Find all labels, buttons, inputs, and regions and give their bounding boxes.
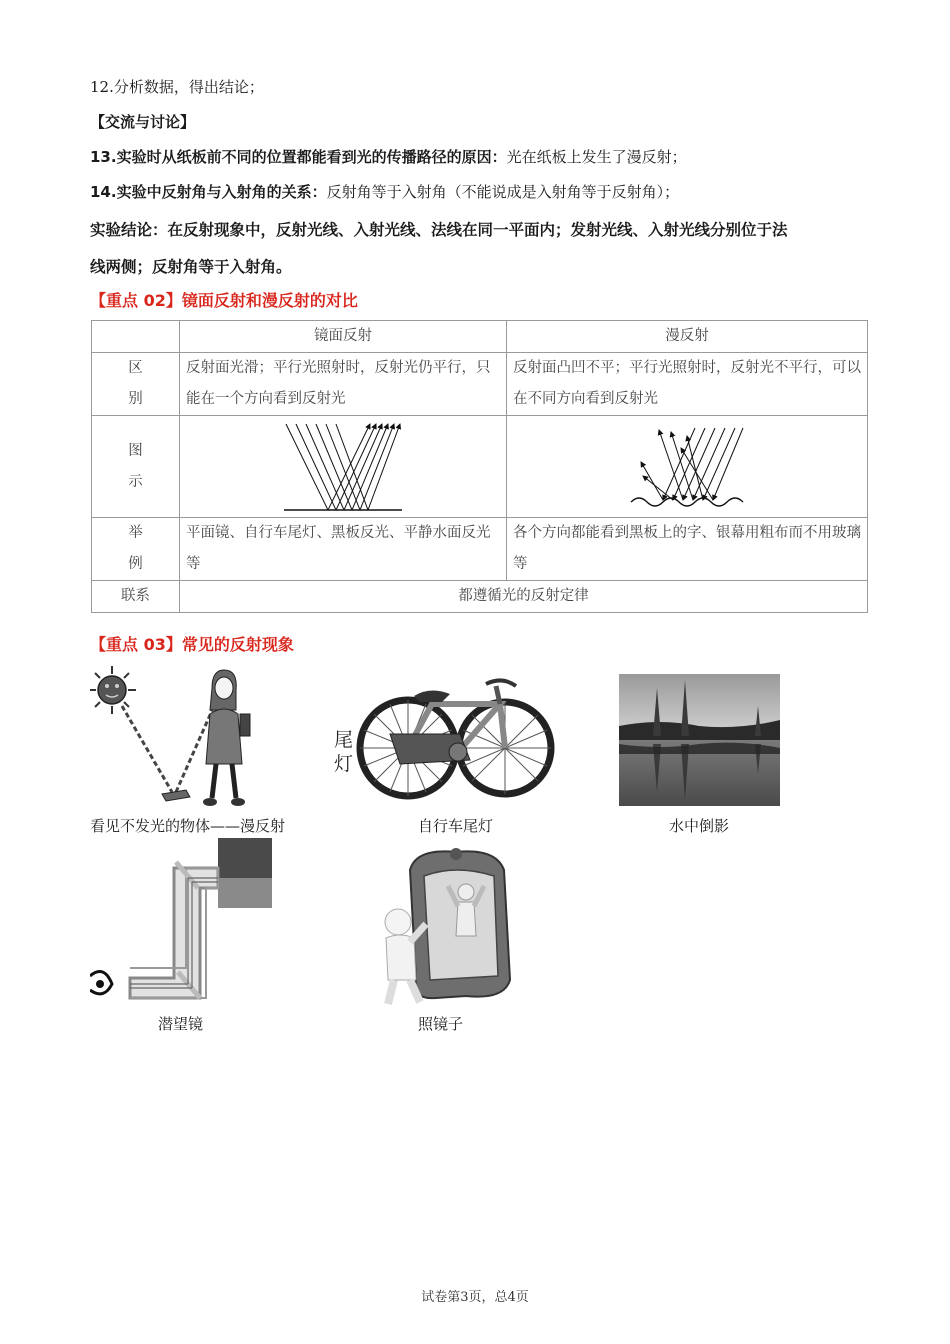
question-13-label: 13.实验时从纸板前不同的位置都能看到光的传播路径的原因： [90, 148, 507, 166]
conclusion-line-1: 实验结论：在反射现象中，反射光线、入射光线、法线在同一平面内；发射光线、入射光线分别位于法 [90, 221, 788, 239]
caption-mirror: 照镜子 [418, 1015, 464, 1033]
section-2-title: 【重点 02】镜面反射和漫反射的对比 [90, 291, 358, 310]
question-14-answer: 反射角等于入射角（不能说成是入射角等于反射角）； [326, 183, 680, 201]
mirror-example-cell: 平面镜、自行车尾灯、黑板反光、平静水面反光等 [180, 518, 507, 581]
comparison-table [91, 320, 868, 613]
caption-bike: 自行车尾灯 [418, 817, 494, 835]
table-corner-cell [92, 321, 180, 353]
row-label-char: 举 [128, 525, 143, 541]
table-header-row [92, 321, 868, 353]
section-3-title: 【重点 03】常见的反射现象 [90, 635, 294, 654]
water-reflection-photo [619, 674, 780, 806]
diffuse-figure-cell [507, 416, 868, 518]
caption-periscope: 潜望镜 [158, 1015, 204, 1033]
mirror-difference-cell: 反射面光滑；平行光照射时，反射光仍平行，只能在一个方向看到反射光 [180, 353, 507, 416]
page-footer: 试卷第3页，总4页 [421, 1290, 529, 1305]
row-label-char: 区 [128, 360, 143, 376]
row-label-char: 例 [128, 556, 143, 572]
table-row-figure [92, 416, 868, 518]
eye-icon [90, 972, 112, 994]
diffuse-reflection-illustration [90, 664, 270, 812]
specular-reflection-diagram [282, 420, 404, 514]
table-row-example [92, 518, 868, 581]
row-label-char: 别 [128, 391, 143, 407]
question-14-label: 14.实验中反射角与入射角的关系： [90, 183, 327, 201]
step-12-text: 12.分析数据，得出结论； [90, 78, 264, 96]
book-icon [162, 790, 190, 801]
row-label-difference [92, 353, 180, 416]
bike-label-1: 尾 [334, 729, 354, 751]
bike-label-2: 灯 [334, 753, 354, 775]
diffuse-example-cell: 各个方向都能看到黑板上的字、银幕用粗布而不用玻璃等 [507, 518, 868, 581]
bicycle-illustration [330, 664, 555, 812]
row-label-link: 联系 [92, 581, 180, 613]
sun-icon [90, 666, 136, 714]
discussion-heading: 【交流与讨论】 [90, 113, 196, 131]
conclusion-line-2: 线两侧；反射角等于入射角。 [90, 258, 292, 276]
girl-figure [203, 670, 250, 806]
header-mirror: 镜面反射 [180, 321, 507, 353]
diffuse-difference-cell: 反射面凸凹不平；平行光照射时，反射光不平行，可以在不同方向看到反射光 [507, 353, 868, 416]
periscope-illustration [90, 838, 272, 1004]
table-row-link [92, 581, 868, 613]
question-14 [90, 181, 679, 202]
diffuse-reflection-diagram [629, 424, 745, 510]
mirror-figure-cell [180, 416, 507, 518]
row-label-figure [92, 416, 180, 518]
caption-diffuse: 看见不发光的物体——漫反射 [90, 817, 286, 835]
caption-water: 水中倒影 [669, 817, 730, 835]
row-label-char: 图 [128, 442, 143, 459]
row-label-char: 示 [128, 473, 143, 490]
row-label-example [92, 518, 180, 581]
question-13-answer: 光在纸板上发生了漫反射； [506, 148, 687, 166]
question-13 [90, 146, 687, 167]
table-row-difference [92, 353, 868, 416]
mirror-illustration [376, 840, 526, 1006]
header-diffuse: 漫反射 [507, 321, 868, 353]
link-cell: 都遵循光的反射定律 [180, 581, 868, 613]
